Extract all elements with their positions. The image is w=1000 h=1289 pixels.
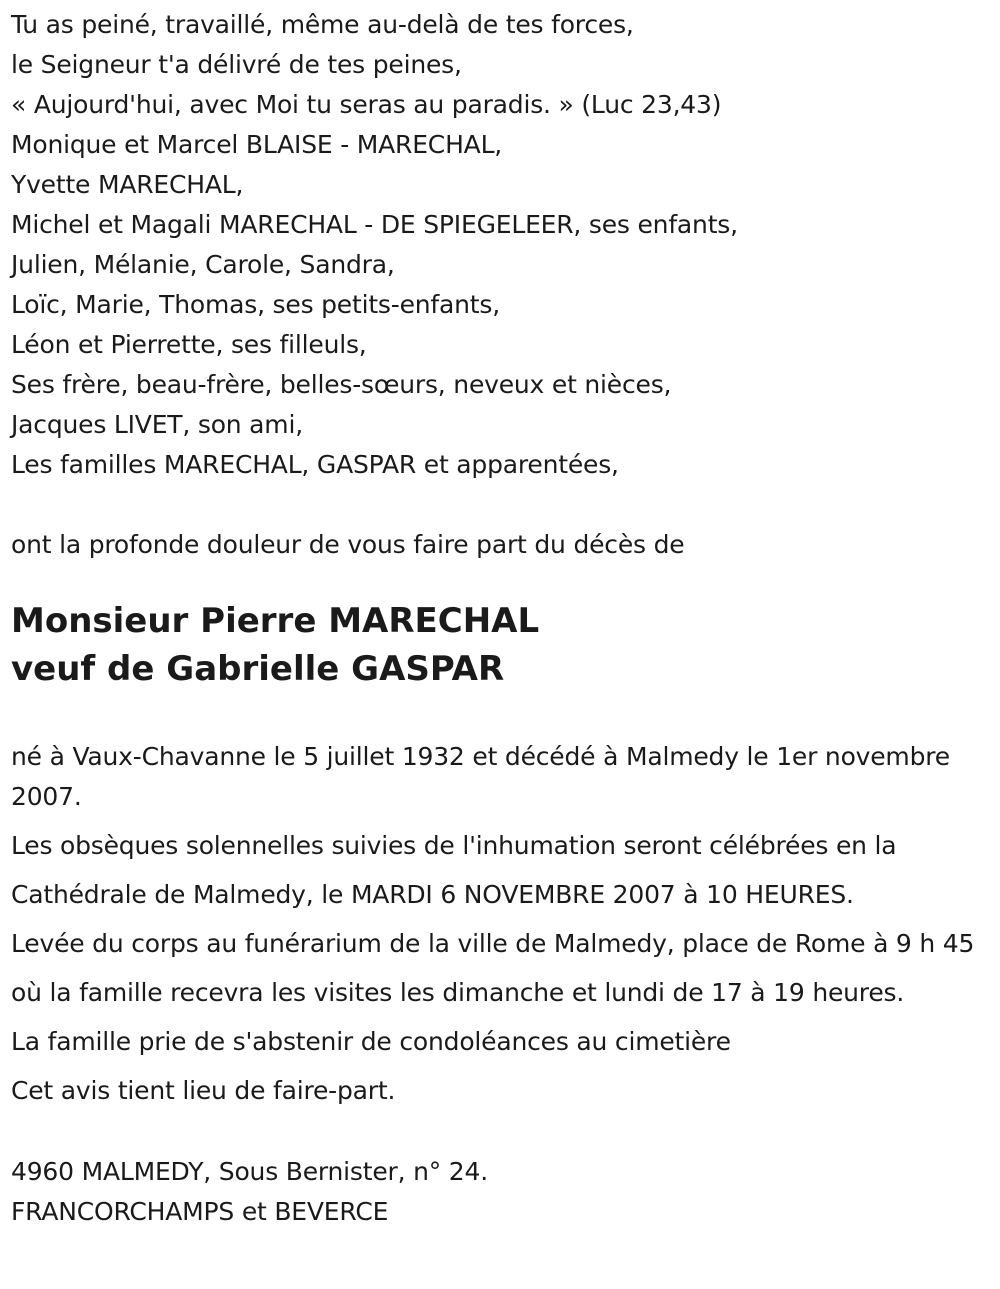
funeral-detail: Levée du corps au funérarium de la ville de Malmedy, place de Rome à 9 h 45 xyxy=(11,929,975,958)
funeral-detail: où la famille recevra les visites les dimanche et lundi de 17 à 19 heures. xyxy=(11,978,905,1007)
verse-line: « Aujourd'hui, avec Moi tu seras au paradis. » (Luc 23,43) xyxy=(11,90,722,119)
family-line: Loïc, Marie, Thomas, ses petits-enfants, xyxy=(11,290,500,319)
funeral-details xyxy=(11,737,986,1111)
deceased-heading xyxy=(11,597,986,693)
announcement-text: ont la profonde douleur de vous faire part du décès de xyxy=(11,530,685,559)
obituary-notice xyxy=(11,5,986,1232)
family-list xyxy=(11,125,986,485)
spacer xyxy=(11,693,986,737)
family-line: Yvette MARECHAL, xyxy=(11,170,244,199)
family-line: Jacques LIVET, son ami, xyxy=(11,410,303,439)
spacer xyxy=(11,565,986,597)
family-line: Les familles MARECHAL, GASPAR et apparentées, xyxy=(11,450,619,479)
family-line: Monique et Marcel BLAISE - MARECHAL, xyxy=(11,130,503,159)
address-line: FRANCORCHAMPS et BEVERCE xyxy=(11,1197,389,1226)
spacer xyxy=(11,1120,986,1152)
family-line: Ses frère, beau-frère, belles-sœurs, neveux et nièces, xyxy=(11,370,672,399)
family-line: Léon et Pierrette, ses filleuls, xyxy=(11,330,367,359)
verse-line: le Seigneur t'a délivré de tes peines, xyxy=(11,50,462,79)
address-line: 4960 MALMEDY, Sous Bernister, n° 24. xyxy=(11,1157,488,1186)
deceased-spouse: veuf de Gabrielle GASPAR xyxy=(11,649,505,689)
family-line: Michel et Magali MARECHAL - DE SPIEGELEER, ses enfants, xyxy=(11,210,738,239)
spacer xyxy=(11,485,986,525)
funeral-detail: Cet avis tient lieu de faire-part. xyxy=(11,1076,396,1105)
funeral-detail: Cathédrale de Malmedy, le MARDI 6 NOVEMBRE 2007 à 10 HEURES. xyxy=(11,880,854,909)
opening-verse xyxy=(11,5,986,125)
verse-line: Tu as peiné, travaillé, même au-delà de tes forces, xyxy=(11,10,634,39)
funeral-detail: La famille prie de s'abstenir de condoléances au cimetière xyxy=(11,1027,731,1056)
family-line: Julien, Mélanie, Carole, Sandra, xyxy=(11,250,395,279)
birth-death-details: né à Vaux-Chavanne le 5 juillet 1932 et décédé à Malmedy le 1er novembre 2007. xyxy=(11,742,950,811)
funeral-detail: Les obsèques solennelles suivies de l'inhumation seront célébrées en la xyxy=(11,831,897,860)
address-block xyxy=(11,1152,986,1232)
deceased-name: Monsieur Pierre MARECHAL xyxy=(11,601,540,641)
